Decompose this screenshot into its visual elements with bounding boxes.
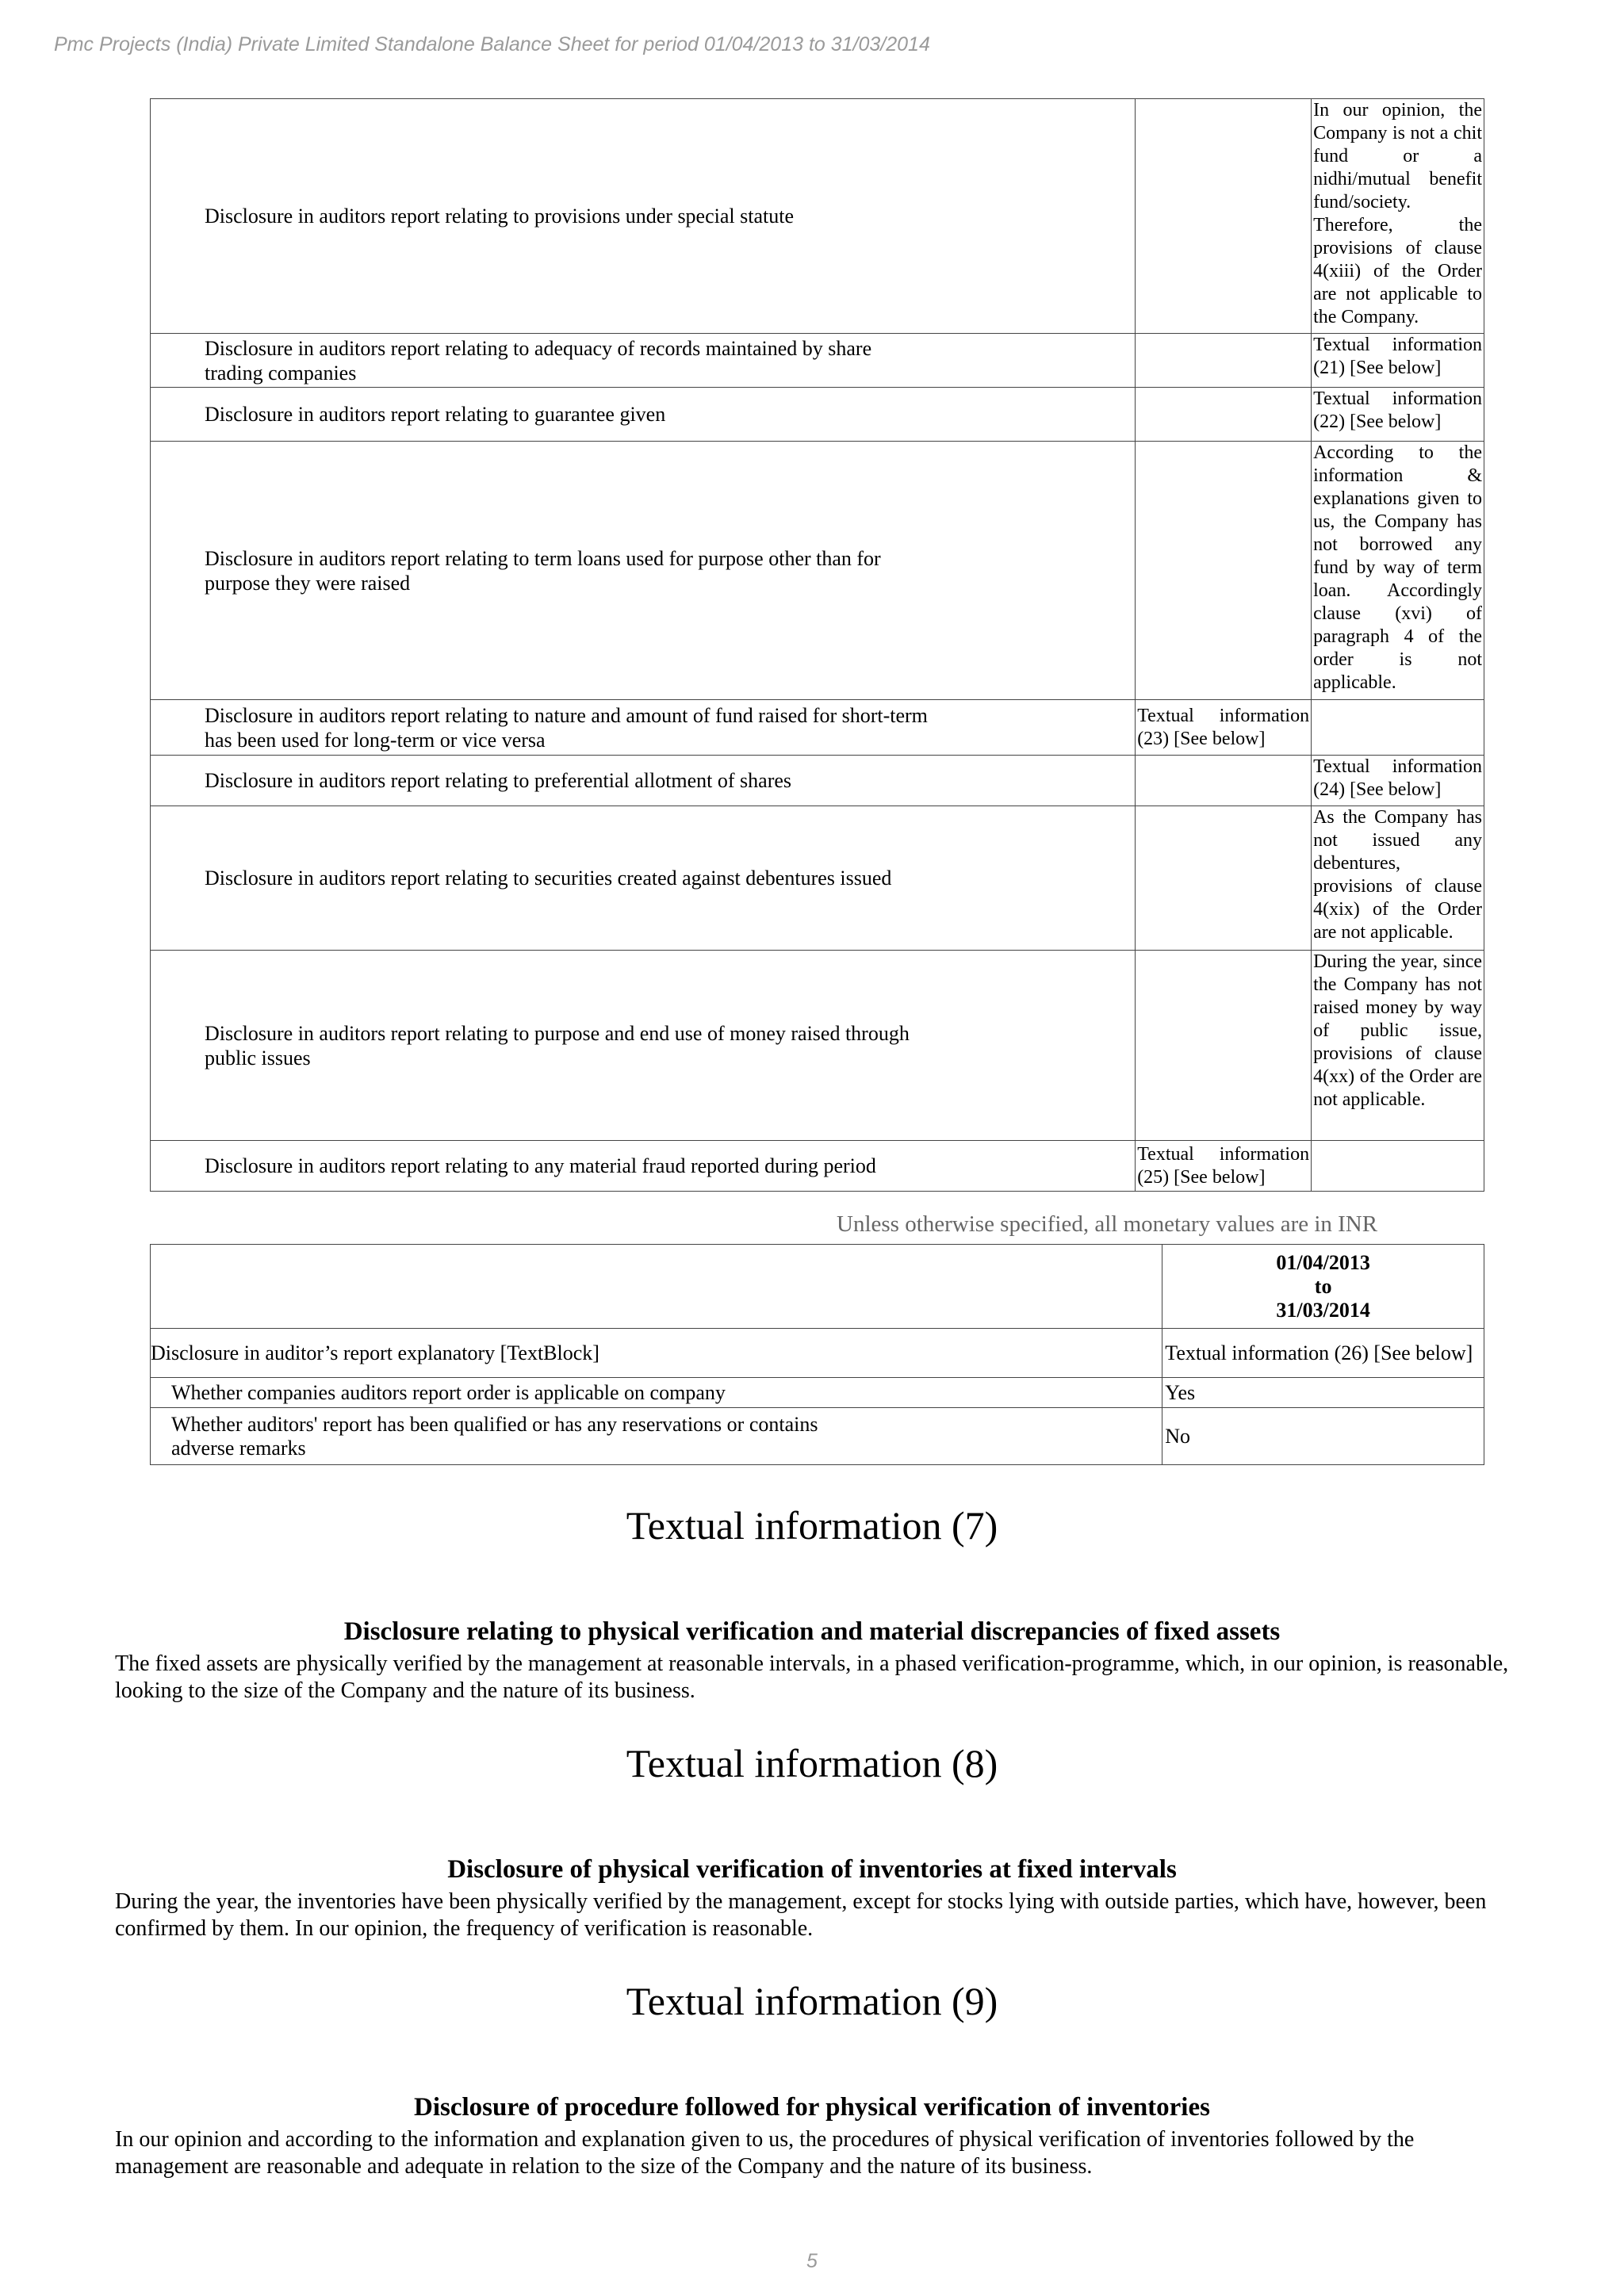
table-header-row — [151, 1245, 1484, 1329]
section-heading: Disclosure of procedure followed for physical verification of inventories — [414, 2093, 1210, 2122]
row-right-value: As the Company has not issued any debentures, provisions of clause 4(xix) of the Order are not applicable. — [1312, 806, 1484, 951]
period-from: 01/04/2013 — [1276, 1250, 1370, 1274]
table-row — [151, 806, 1484, 951]
row-value: Yes — [1162, 1378, 1484, 1408]
table-row — [151, 388, 1484, 442]
row-right-value: Textual information (24) [See below] — [1312, 756, 1484, 806]
section-title: Textual information (9) — [626, 1979, 998, 2023]
row-label: Disclosure in auditors report relating to provisions under special statute — [151, 99, 1136, 334]
section-title: Textual information (7) — [626, 1503, 998, 1548]
row-mid-value: Textual information (25) [See below] — [1136, 1141, 1312, 1192]
row-mid-value — [1136, 951, 1312, 1141]
row-right-value: During the year, since the Company has not raised money by way of public issue, provisions of clause 4(xx) of the Order are not applicable. — [1312, 951, 1484, 1141]
auditor-report-table — [150, 1244, 1484, 1465]
row-right-value — [1312, 1141, 1484, 1192]
row-label: Disclosure in auditors report relating to securities created against debentures issued — [151, 806, 1136, 951]
row-label: Disclosure in auditors report relating to preferential allotment of shares — [151, 756, 1136, 806]
section-heading: Disclosure of physical verification of inventories at fixed intervals — [447, 1855, 1177, 1884]
period-to-word: to — [1314, 1274, 1332, 1298]
auditor-disclosure-table — [150, 98, 1484, 1192]
row-value: No — [1162, 1408, 1484, 1465]
row-label: Disclosure in auditors report relating to adequacy of records maintained by share trading companies — [151, 334, 1136, 388]
period-to: 31/03/2014 — [1276, 1298, 1370, 1322]
table-row — [151, 756, 1484, 806]
period-header — [1162, 1245, 1484, 1329]
row-label: Disclosure in auditors report relating to guarantee given — [151, 388, 1136, 442]
table-row — [151, 1408, 1484, 1465]
row-mid-value — [1136, 806, 1312, 951]
row-mid-value — [1136, 756, 1312, 806]
table-row — [151, 99, 1484, 334]
table-row — [151, 334, 1484, 388]
row-mid-value — [1136, 99, 1312, 334]
row-mid-value: Textual information (23) [See below] — [1136, 700, 1312, 756]
row-right-value: According to the information & explanations given to us, the Company has not borrowed any fund by way of term loan. Accordingly clause (xvi) of paragraph 4 of the order is not applicable. — [1312, 442, 1484, 700]
table-row — [151, 700, 1484, 756]
row-label: Disclosure in auditors report relating to any material fraud reported during period — [151, 1141, 1136, 1192]
row-mid-value — [1136, 334, 1312, 388]
row-label: Disclosure in auditors report relating to nature and amount of fund raised for short-term has been used for long-term or vice versa — [151, 700, 1136, 756]
table-row — [151, 1329, 1484, 1378]
table-row — [151, 951, 1484, 1141]
page-number: 5 — [806, 2250, 818, 2272]
row-right-value: Textual information (21) [See below] — [1312, 334, 1484, 388]
table-row — [151, 1141, 1484, 1192]
page-header: Pmc Projects (India) Private Limited Standalone Balance Sheet for period 01/04/2013 to 31/03/2014 — [54, 33, 930, 55]
row-mid-value — [1136, 388, 1312, 442]
row-label: Disclosure in auditors report relating to purpose and end use of money raised through public issues — [151, 951, 1136, 1141]
header-empty-cell — [151, 1245, 1162, 1329]
section-title: Textual information (8) — [626, 1741, 998, 1785]
table-row — [151, 1378, 1484, 1408]
section-heading: Disclosure relating to physical verification and material discrepancies of fixed assets — [343, 1617, 1281, 1646]
monetary-values-note: Unless otherwise specified, all monetary values are in INR — [837, 1211, 1378, 1237]
row-mid-value — [1136, 442, 1312, 700]
row-right-value: Textual information (22) [See below] — [1312, 388, 1484, 442]
row-label: Disclosure in auditors report relating to term loans used for purpose other than for purpose they were raised — [151, 442, 1136, 700]
section-body: The fixed assets are physically verified by the management at reasonable intervals, in a phased verification-programme, which, in our opinion, is reasonable, looking to the size of the Company and the nature of its business. — [115, 1651, 1509, 1703]
row-value: Textual information (26) [See below] — [1162, 1329, 1484, 1378]
table-row — [151, 442, 1484, 700]
row-label: Whether auditors' report has been qualified or has any reservations or contains adverse remarks — [151, 1408, 1162, 1465]
row-label: Whether companies auditors report order is applicable on company — [151, 1378, 1162, 1408]
row-right-value — [1312, 700, 1484, 756]
row-label: Disclosure in auditor’s report explanatory [TextBlock] — [151, 1329, 1162, 1378]
section-body: In our opinion and according to the information and explanation given to us, the procedures of physical verification of inventories followed by the management are reasonable and adequate in relation to the size of the Company and the nature of its business. — [115, 2127, 1415, 2179]
section-body: During the year, the inventories have been physically verified by the management, except for stocks lying with outside parties, which have, however, been confirmed by them. In our opinion, the frequency of verification is reasonable. — [115, 1889, 1487, 1941]
row-right-value: In our opinion, the Company is not a chit fund or a nidhi/mutual benefit fund/society. Therefore, the provisions of clause 4(xiii) of the Order are not applicable to the Company. — [1312, 99, 1484, 334]
